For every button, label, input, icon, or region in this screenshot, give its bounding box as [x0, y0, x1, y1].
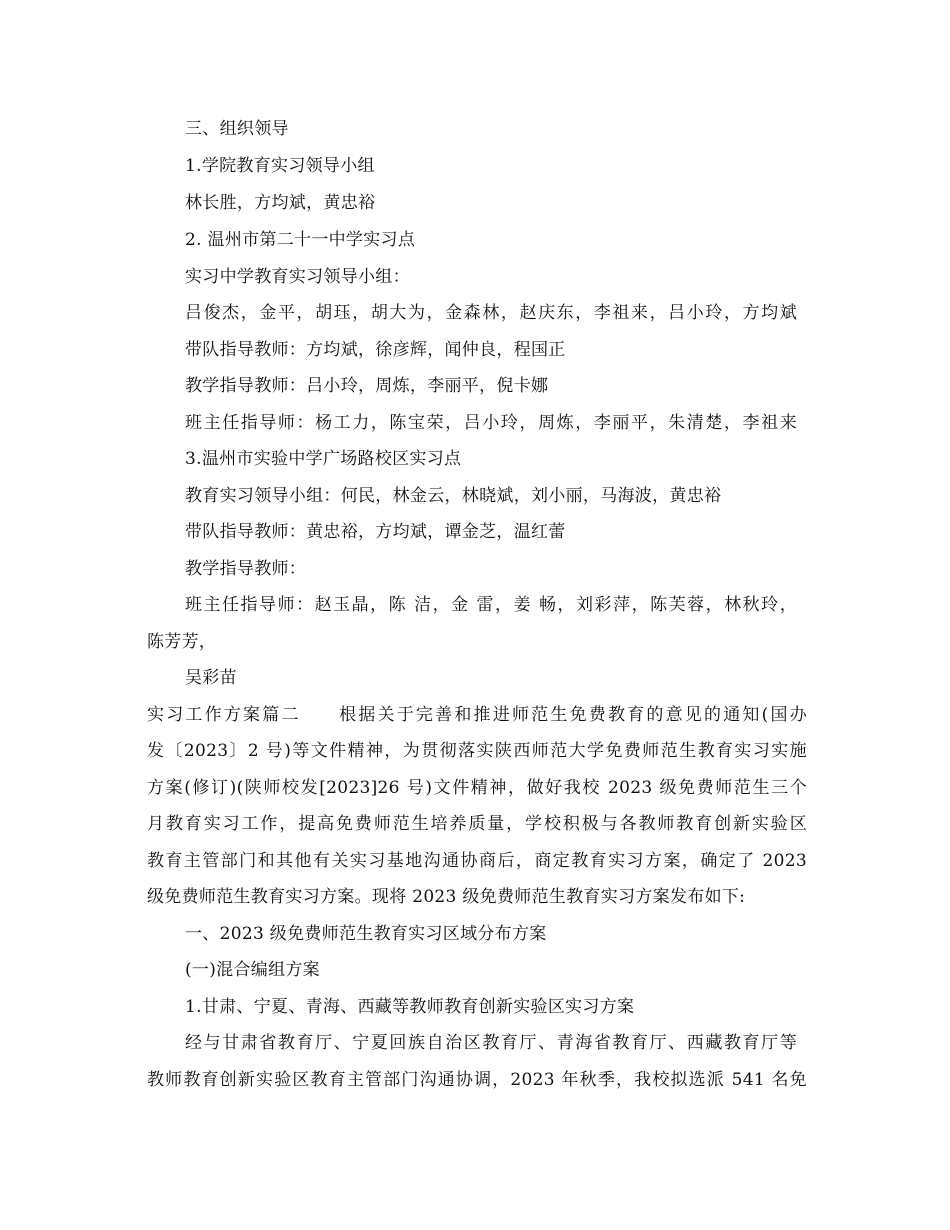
paragraph-line: 级免费师范生教育实习方案。现将 2023 级免费师范生教育实习方案发布如下:	[147, 887, 746, 907]
text-line: 教育实习领导小组：何民，林金云，林晓斌，刘小丽，马海波，黄忠裕	[185, 486, 722, 506]
paragraph-line: 实习工作方案篇二 根据关于完善和推进师范生免费教育的意见的通知(国办	[147, 705, 807, 725]
text-line: 吕俊杰，金平，胡珏，胡大为，金森林，赵庆东，李祖来，吕小玲，方均斌	[185, 303, 797, 323]
text-line: 教学指导教师：	[185, 559, 307, 579]
text-line: 带队指导教师：黄忠裕，方均斌，谭金芝，温红蕾	[185, 522, 566, 542]
text-line: 林长胜，方均斌，黄忠裕	[185, 193, 376, 213]
text-line: 班主任指导师：赵玉晶，陈 洁，金 雷，姜 畅，刘彩萍，陈芙蓉，林秋玲，	[185, 595, 797, 615]
paragraph-line: 发〔2023〕2 号)等文件精神，为贯彻落实陕西师范大学免费师范生教育实习实施	[147, 741, 807, 761]
paragraph-line: 月教育实习工作，提高免费师范生培养质量，学校积极与各教师教育创新实验区	[147, 814, 807, 834]
section-heading-organization: 三、组织领导	[185, 119, 289, 139]
text-line: 班主任指导师：杨工力，陈宝荣，吕小玲，周炼，李丽平，朱清楚，李祖来	[185, 413, 797, 433]
paragraph-line: 经与甘肃省教育厅、宁夏回族自治区教育厅、青海省教育厅、西藏教育厅等	[185, 1033, 797, 1053]
text-line: 教学指导教师：吕小玲，周炼，李丽平，倪卡娜	[185, 376, 549, 396]
subheading-school-21: 2. 温州市第二十一中学实习点	[185, 230, 416, 250]
paragraph-line: 教育主管部门和其他有关实习基地沟通协商后，商定教育实习方案，确定了 2023	[147, 851, 807, 871]
text-line: 实习中学教育实习领导小组：	[185, 267, 410, 287]
text-line: 带队指导教师：方均斌，徐彦辉，闻仲良，程国正	[185, 340, 566, 360]
text-line: 陈芳芳，	[147, 632, 217, 652]
subheading-gansu-plan: 1.甘肃、宁夏、青海、西藏等教师教育创新实验区实习方案	[185, 997, 635, 1017]
subheading-experimental-school: 3.温州市实验中学广场路校区实习点	[185, 449, 462, 469]
text-line: 吴彩苗	[185, 668, 237, 688]
paragraph-line: 教师教育创新实验区教育主管部门沟通协调，2023 年秋季，我校拟选派 541 名免	[147, 1070, 807, 1090]
subheading-college-group: 1.学院教育实习领导小组	[185, 156, 375, 176]
subheading-mixed-group: (一)混合编组方案	[185, 960, 320, 980]
paragraph-line: 方案(修订)(陕师校发[2023]26 号)文件精神，做好我校 2023 级免费师范生三个	[147, 778, 807, 798]
section-heading-region-plan: 一、2023 级免费师范生教育实习区域分布方案	[185, 924, 547, 944]
